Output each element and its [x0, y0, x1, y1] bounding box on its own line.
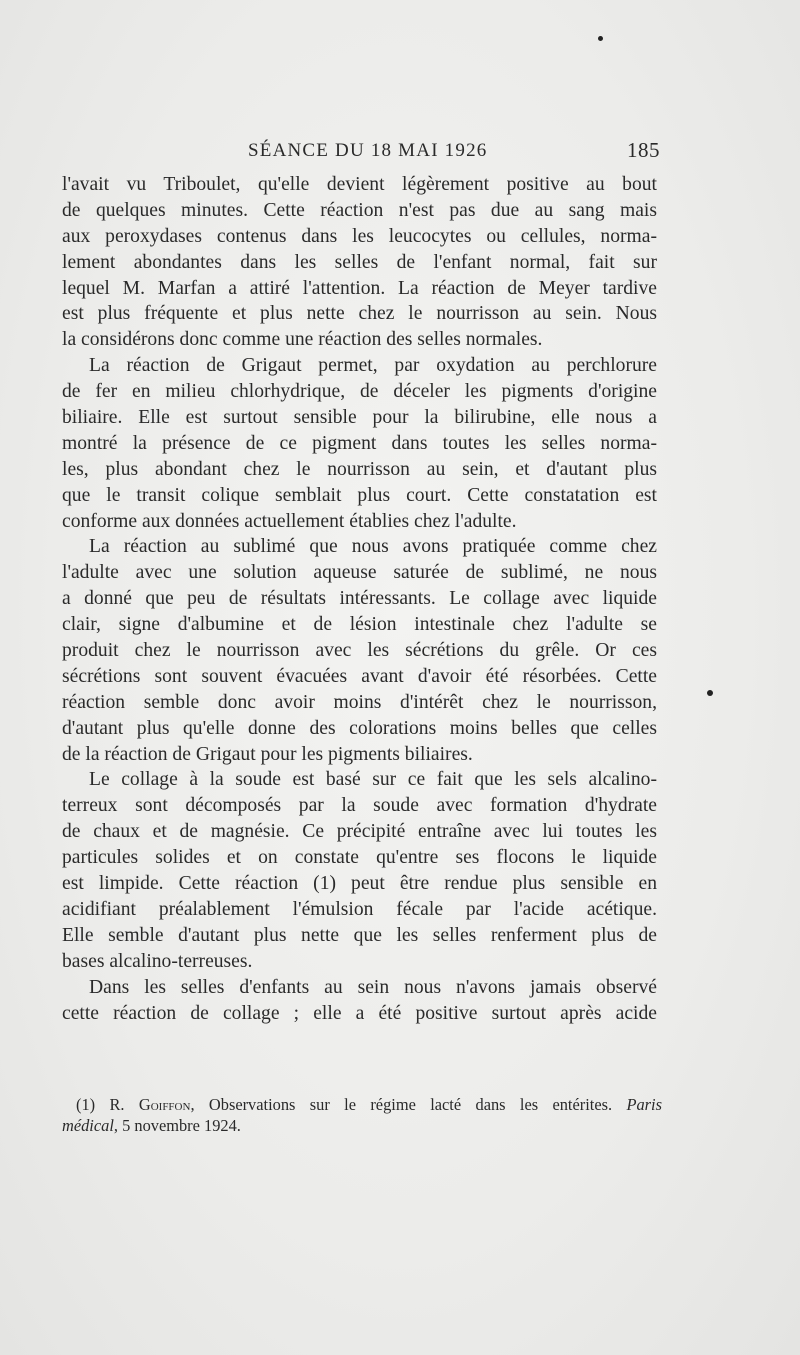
text-line: d'autant plus qu'elle donne des colorations moins belles que celles [62, 717, 657, 739]
footnote-date: , 5 novembre 1924. [113, 1116, 241, 1135]
text-line: l'adulte avec une solution aqueuse saturée de sublimé, ne nous [62, 562, 657, 584]
text-line: la considérons donc comme une réaction des selles normales. [62, 329, 543, 351]
text-line: La réaction de Grigaut permet, par oxydation au perchlorure [89, 355, 657, 377]
text-line: cette réaction de collage ; elle a été positive surtout après acide [62, 1002, 657, 1024]
text-line: l'avait vu Triboulet, qu'elle devient légèrement positive au bout [62, 174, 657, 195]
text-line: de chaux et de magnésie. Ce précipité entraîne avec lui toutes les [62, 821, 657, 843]
footnote-marker: (1) R. [76, 1095, 125, 1114]
footnote-author: Goiffon [138, 1095, 191, 1114]
text-line: particules solides et on constate qu'entre ses flocons le liquide [62, 847, 657, 869]
text-line: de quelques minutes. Cette réaction n'est pas due au sang mais [62, 199, 657, 221]
text-line: conforme aux données actuellement établies chez l'adulte. [62, 510, 517, 532]
text-line: réaction semble donc avoir moins d'intérêt chez le nourrisson, [62, 691, 657, 713]
text-line: de la réaction de Grigaut pour les pigments biliaires. [62, 743, 473, 765]
text-line: que le transit colique semblait plus court. Cette constatation est [62, 484, 657, 506]
running-title: SÉANCE DU 18 MAI 1926 [248, 140, 488, 161]
footnote [62, 1094, 662, 1136]
text-line: a donné que peu de résultats intéressants. Le collage avec liquide [62, 588, 657, 610]
page-header [62, 134, 662, 164]
ink-speck [598, 36, 603, 41]
text-line: est limpide. Cette réaction (1) peut être rendue plus sensible en [62, 873, 657, 895]
text-line: clair, signe d'albumine et de lésion intestinale chez l'adulte se [62, 614, 657, 636]
body-text [62, 172, 657, 1026]
footnote-line [62, 1094, 662, 1115]
text-line: Dans les selles d'enfants au sein nous n'avons jamais observé [89, 976, 657, 998]
footnote-line [62, 1115, 662, 1136]
paragraph [62, 975, 657, 1027]
text-line: les, plus abondant chez le nourrisson au sein, et d'autant plus [62, 458, 657, 480]
footnote-text: , Observations sur le régime lacté dans les entérites. [190, 1095, 613, 1114]
text-line: biliaire. Elle est surtout sensible pour la bilirubine, elle nous a [62, 407, 657, 429]
text-line: de fer en milieu chlorhydrique, de déceler les pigments d'origine [62, 381, 657, 403]
paragraph [62, 172, 657, 353]
text-line: Elle semble d'autant plus nette que les selles renferment plus de [62, 924, 657, 946]
text-line: sécrétions sont souvent évacuées avant d'avoir été résorbées. Cette [62, 665, 657, 687]
text-line: produit chez le nourrisson avec les sécrétions du grêle. Or ces [62, 640, 657, 662]
text-line: acidifiant préalablement l'émulsion fécale par l'acide acétique. [62, 898, 657, 920]
page-number: 185 [627, 138, 660, 162]
footnote-journal-cont: médical [62, 1116, 114, 1135]
text-line: est plus fréquente et plus nette chez le nourrisson au sein. Nous [62, 303, 657, 325]
text-line: aux peroxydases contenus dans les leucocytes ou cellules, norma- [62, 225, 657, 247]
ink-speck [707, 690, 713, 696]
paragraph [62, 767, 657, 974]
paragraph [62, 534, 657, 767]
text-line: lement abondantes dans les selles de l'enfant normal, fait sur [62, 251, 657, 273]
paragraph [62, 353, 657, 534]
text-line: bases alcalino-terreuses. [62, 950, 253, 972]
text-line: lequel M. Marfan a attiré l'attention. La réaction de Meyer tardive [62, 277, 657, 299]
text-line: La réaction au sublimé que nous avons pratiquée comme chez [89, 536, 657, 558]
text-line: terreux sont décomposés par la soude avec formation d'hydrate [62, 795, 657, 817]
footnote-journal: Paris [626, 1095, 662, 1114]
text-line: montré la présence de ce pigment dans toutes les selles norma- [62, 432, 657, 454]
text-line: Le collage à la soude est basé sur ce fait que les sels alcalino- [89, 769, 657, 791]
